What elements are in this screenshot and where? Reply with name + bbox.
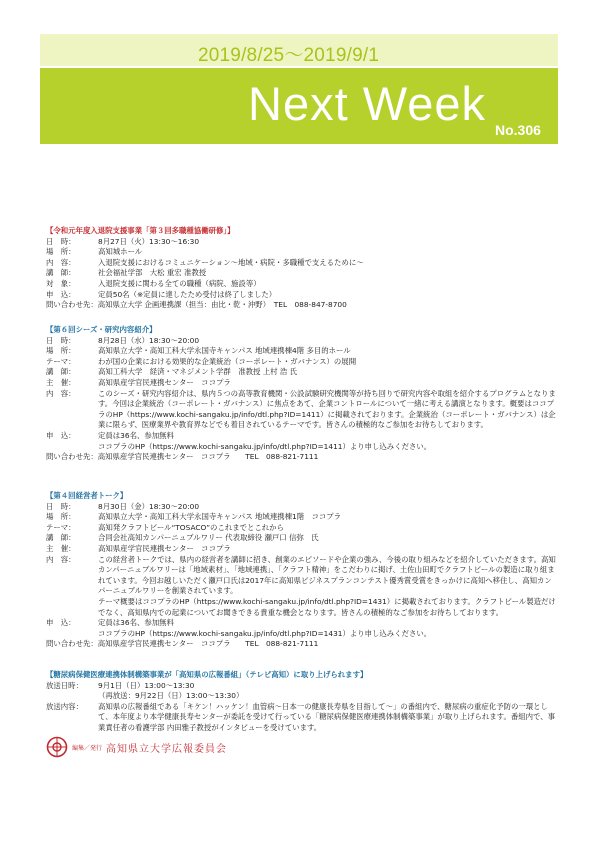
row-value: この経営者トークでは、県内の経営者を講師に招き、創業のエピソードや企業の強み、今後の取り組みなどを紹介していただきます。高知カンパーニュブルワリーは「地域素材」、「地域連携」、「クラフト精神」をこだわりに掲げ、土佐山田町でクラフトビールの製造に取り組まれています。今回お越しいただく瀬戸口氏は2017年に高知県ビジネスプランコンテスト優秀賞受賞をきっかけに高知へ移住し、高知カンパーニュブルワリーを創業されています。 (98, 554, 556, 596)
row-label: 講 師： (46, 533, 76, 543)
row-value: 高知県産学官民連携センター ココプラ (98, 377, 231, 387)
event-title: 【令和元年度入退院支援事業「第３回多職種協働研修」】 (46, 226, 235, 235)
footer-organization: 高知県立大学広報委員会 (106, 743, 228, 755)
row-value: 高知県産学官民連携センター ココプラ (98, 543, 231, 553)
row-label: 日 時： (46, 236, 76, 246)
row-label: 日 時： (46, 501, 76, 511)
row-label (46, 629, 98, 640)
event-row (46, 691, 556, 702)
event-row (46, 533, 556, 544)
event-row (46, 389, 556, 431)
event-row (46, 618, 556, 629)
event-row (46, 336, 556, 347)
event-row (46, 357, 556, 368)
row-label: 問い合わせ先： (46, 639, 98, 649)
event-row (46, 279, 556, 290)
row-value: 高知県立大学 企画連携課（担当：由比・乾・沖野） TEL 088-847-8700 (97, 300, 347, 310)
footer-prefix: 編集／発行 (72, 744, 103, 752)
row-value: 定員は36名、参加無料 (98, 618, 174, 628)
event-row (46, 544, 556, 555)
row-value: ココプラのHP（https://www.kochi-sangaku.jp/info/dtl.php?ID=1431）より申し込みください。 (98, 628, 432, 638)
event-row (46, 502, 556, 513)
event-row (46, 258, 556, 269)
event-title: 【第６回シーズ・研究内容紹介】 (46, 325, 157, 334)
row-label: 日 時： (46, 335, 76, 345)
event-row (46, 452, 556, 463)
row-label: 主 催： (46, 377, 76, 387)
row-label: 対 象： (46, 278, 76, 288)
row-value: 合同会社高知カンパーニュブルワリー 代表取締役 瀬戸口 信弥 氏 (98, 533, 319, 543)
row-label: 場 所： (46, 346, 76, 356)
row-value: 8月30日（金）18:30～20:00 (98, 501, 200, 511)
event-row (46, 290, 556, 301)
event-row (46, 702, 556, 734)
event-row (46, 681, 556, 692)
issue-number: No.306 (495, 122, 541, 138)
footer (46, 736, 227, 758)
event-row (46, 555, 556, 597)
row-label: 場 所： (46, 512, 76, 522)
event-row (46, 378, 556, 389)
row-value: 定員50名（※定員に達したため受付は終了しました） (98, 289, 277, 299)
row-label (46, 597, 98, 618)
event-row (46, 629, 556, 640)
row-value: 高知県の広報番組である「キケン！ハッケン！血管病～日本一の健康長寿県を目指して～」の番組内で、糖尿病の重症化予防の一環として、本年度より本学健康長寿センターが委託を受けて行っている「糖尿病保健医療連携体制構築事業」が取り上げられます。番組内で、事業責任者の看護学部 内田雅子教授がインタビューを受けています。 (98, 701, 556, 732)
event-title: 【第４回経営者トーク】 (46, 491, 128, 500)
row-value: 高知工科大学 経済・マネジメント学群 准教授 上村 浩 氏 (98, 367, 297, 377)
event-row (46, 431, 556, 442)
event-row (46, 367, 556, 378)
row-value: テーマ概要はココプラのHP（https://www.kochi-sangaku.jp/info/dtl.php?ID=1431）に掲載されております。クラフトビール製造だけでなく、高知県内での起業についてお聞きできる貴重な機会となります。皆さんの積極的なご参加をお待ちしております。 (98, 596, 556, 617)
event-row (46, 346, 556, 357)
event-section-1 (46, 226, 556, 311)
row-value: わが国の企業における効果的な企業統治（コーポレート・ガバナンス）の展開 (98, 356, 357, 366)
row-value: 定員は36名、参加無料 (98, 430, 174, 440)
row-value: このシーズ・研究内容紹介は、県内５つの高等教育機関・公設試験研究機関等が持ち回りで研究内容や取組を紹介するプログラムとなります。今回は企業統治（コーポレート・ガバナンス）に焦点をあて、企業コントロールについて一緒に考える講演となります。概要はココプラのHP（https://www.kochi-sangaku.jp/info/dtl.php?ID=1411）に掲載されております。企業統治（コーポレート・ガバナンス）は企業に限らず、医療業界や教育界などでも着目されているテーマです。皆さんの積極的なご参加をお待ちしております。 (98, 388, 556, 430)
row-value: 高知城ホール (98, 247, 143, 257)
row-label: 講 師： (46, 268, 76, 278)
event-section-3 (46, 491, 556, 650)
row-label: 内 容： (46, 388, 76, 398)
row-value: 8月28日（水）18:30～20:00 (98, 335, 200, 345)
event-row (46, 268, 556, 279)
row-label: 場 所： (46, 247, 76, 257)
row-value: 高知県立大学・高知工科大学永国寺キャンパス 地域連携棟1階 ココプラ (98, 512, 342, 522)
row-label: 内 容： (46, 554, 76, 564)
row-value: 高知発クラフトビール“TOSACO”のこれまでとこれから (98, 522, 284, 532)
event-section-2 (46, 325, 556, 463)
event-section-4 (46, 670, 556, 734)
row-label: テーマ： (46, 356, 76, 366)
row-label: 主 催： (46, 543, 76, 553)
row-value: 社会福祉学部 大松 重宏 准教授 (98, 268, 207, 278)
row-label: 申 込： (46, 618, 76, 628)
row-label: 放送日時： (46, 680, 83, 690)
banner-date-range: 2019/8/25～2019/9/1 (198, 45, 380, 66)
row-label (46, 442, 98, 453)
event-row (46, 512, 556, 523)
row-label: 問い合わせ先： (46, 452, 98, 462)
row-label: 講 師： (46, 367, 76, 377)
event-row (46, 300, 556, 311)
row-value: 高知県立大学・高知工科大学永国寺キャンパス 地域連携棟4階 多目的ホール (98, 346, 351, 356)
row-value: 9月1日（日）13:00～13:30 (98, 680, 195, 690)
event-row (46, 442, 556, 453)
row-value: （再放送：9月22日（日）13:00～13:30） (98, 691, 244, 701)
banner-title: Next Week (248, 77, 486, 130)
event-row (46, 523, 556, 534)
row-value: ココプラのHP（https://www.kochi-sangaku.jp/info/dtl.php?ID=1411）より申し込みください。 (98, 441, 432, 451)
row-label: テーマ： (46, 522, 76, 532)
row-label: 問い合わせ先： (46, 300, 98, 310)
row-label: 内 容： (46, 257, 76, 267)
row-label (46, 691, 98, 702)
event-row (46, 247, 556, 258)
university-logo-icon (46, 736, 68, 758)
row-value: 入退院支援に関わる全ての職種（病院、施設等） (98, 278, 261, 288)
row-label: 申 込： (46, 289, 76, 299)
row-value: 8月27日（火）13:30～16:30 (98, 236, 200, 246)
event-title: 【糖尿病保健医療連携体制構築事業が「高知県の広報番組」（テレビ高知）に取り上げられます】 (46, 670, 368, 679)
row-value: 高知県産学官民連携センター ココプラ TEL 088-821-7111 (97, 639, 319, 649)
row-label: 放送内容： (46, 701, 83, 711)
row-label: 申 込： (46, 430, 76, 440)
event-row (46, 597, 556, 618)
row-value: 入退院支援におけるコミュニケーション～地域・病院・多職種で支えるために～ (98, 257, 364, 267)
event-row (46, 639, 556, 650)
row-value: 高知県産学官民連携センター ココプラ TEL 088-821-7111 (97, 452, 319, 462)
event-row (46, 237, 556, 248)
